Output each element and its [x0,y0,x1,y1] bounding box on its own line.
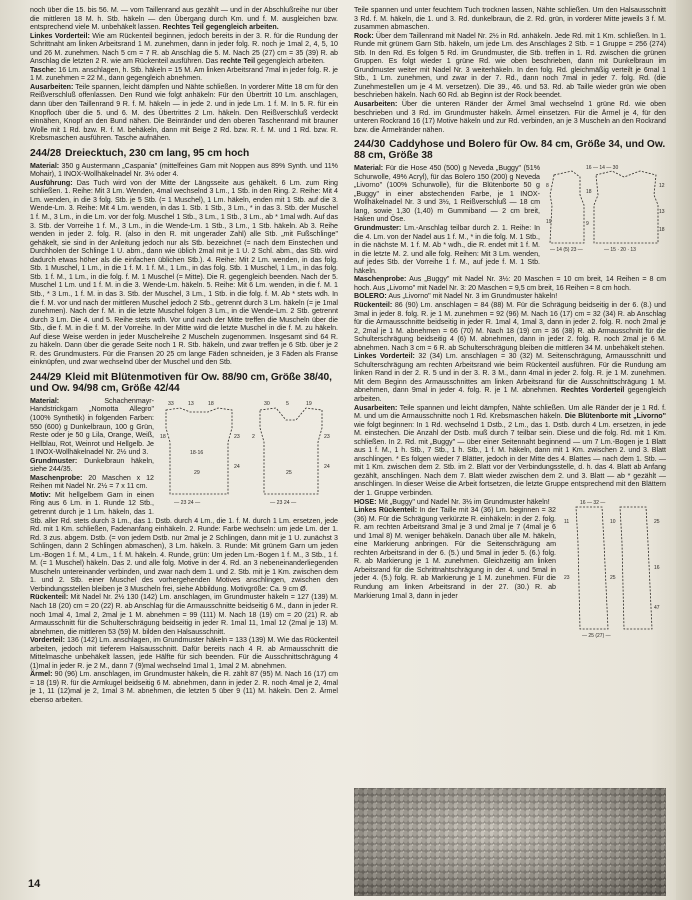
s3-material: Material: Für die Hose 450 (500) g Neveda „Buggy" (51% Schurwolle, 49% Acryl), für das Bolero 150 (200) g Neveda „Livorno" (100% Schurwolle), für die Blütenborte 50 g „Buggy" in einer abstechenden Farbe, je 1 INOX-Wollhäkelnadel Nr. 3 und 3½, 1 Reißverschluß — 18 cm lang, sowie 1,30 (1,40) m Gummiband — 2 cm breit, Haken und Öse. [354,164,541,224]
fig1-bottom-right: — 23 24 — [270,499,297,506]
fig2-bottom: — 14 (5) 23 — [550,247,583,254]
fig2-side: 18 [659,227,665,234]
s1-ausfuehrung: Ausführung: Das Tuch wird von der Mitte der Längsseite aus gehäkelt. 6 Lm. zum Ring schließen. 1. Reihe: Mit 3 Lm. Wenden, 4mal wechselnd 3 Lm., 1 Stb. in den Ring. 2. Reihe: Mit 4 Lm. wenden, in die 3 folg. Stb. je 5 Stb. (= 1 Muschel), 1 Lm. häkeln, enden mit 1 Stb. auf die 3. Wende-Lm. 3. Reihe: Mit 4 Lm. wenden, in das 1. Stb. 1 Stb., 3 Lm., * in das 3. Stb. der Muschel 1 f. M., 3 Lm., in die Lm. vor der folg. Muschel 1 Stb., 3 Lm., 1 Stb., 3 Lm., ab * 1mal wdh. Auf das 3. Stb. der Vorreihe 1 f. M., 3 Lm., in die Wende-Lm. 1 Stb., 3 Lm., 1 Stb. häkeln. Ab 3. Reihe wenden in jeder 2. folg. R. (also in den R. mit ungerader Zahl) alle Stb. „mit Fußschlinge" gehäkelt, sie sind in der Anleitung jedoch nur als Stb. bezeichnet (= nach dem Einstechen und Durchholen der Schlinge 1 U. abm., dann wie üblich 2mal mit je 1 U. 2 Schl. abm., das Stb. wird dadurch etwas höher als die einfachen üblichen Stb.). 4. Reihe: Mit 2 Lm. wenden, in das folg. Stb. 1 Muschel, 1 Lm., in die 1 f. M. 1 f. M., 1 Lm., in das folg. Stb. 1 Muschel, 1 Lm., in das folg. Stb. 1 f. M., 1 Lm., in die folg. f. M. 1 Muschel (= Mitte). Die R. gegengleich beenden. Nach der 5. Muschel 1 Lm. und 1 f. M. in die 3. Wende-Lm. häkeln. 5. Reihe: Mit 6 Lm. wenden, in die f. M. 1 Stb., * 3 Lm., 1 f. M. in das 3. Stb. der Muschel, 3 Lm., 1 Stb. in die folg. f. M. Ab * stets wdh. In die f. M. vor und nach der mittleren Muschel jedoch 2 Stb., getrennt durch 3 Lm. häkeln (= je 1mal zunehmen). Nach der f. M. in die letzte Muschel folgen 3 Lm., in die Wende-Lm. 2 Stb. getrennt durch 3 Lm. Die 4. und 5. Reihe stets wdh. Vor und nach der Mitte treffen die Muscheln über die Stb., die f. M. in die f. M. der Vorreihe. In der Mitte wird die letzte Muschel in die f. M. zu häkeln. Auf diese Weise werden in jeder Muschelreihe 2 Muscheln zugenommen. Insgesamt sind 64 R. zu häkeln. Dann über die gerade Seite noch 1 R. Stb. häkeln, und zwar treffen je 6 Stb. über je 2 R. des Grundmusters. Für die Fransen 20 25 cm lange Fäden schneiden, je 3 Fäden als Franse einknüpfen, und zwar wechselnd über der Muschel und den Stb. [30,178,338,367]
s2-grundmuster: Grundmuster: Dunkelbraun häkeln, siehe 244/35. [30,456,154,474]
fig1-label: 18·16 [190,449,204,456]
fig3-bottom: — 25 (27) — [582,632,611,639]
fig3-side: 25 [654,518,660,525]
fig1-measure: 18 [160,433,166,440]
fig1-measure: 23 [234,433,240,440]
section-heading-244-30: 244/30 Caddyhose und Bolero für Ow. 84 cm, Größe 34, und Ow. 88 cm, Größe 38 [354,139,666,162]
trousers-schematic [562,499,666,642]
s3-linkes-rueckenteil: Linkes Rückenteil: In der Taille mit 34 (36) Lm. beginnen = 32 (36) M. Für die Schrägung verkürzte R. einhäkeln: in der 2. folg. R. am rechten Arbeitsrand 3mal je 3 und 2mal je 7 (4mal je 6 und 1mal 8) M. weniger behäkeln. Danach über alle M. häkeln, eine Markierung anbringen. Für die Seitenschrägung am rechten Arbeitsrand in der 6. (5.) und 5mal in jeder 5. (6.) folg. R. ab Markierung je 1 M. zunehmen. Gleichzeitig am linken Arbeitsrand für die Schrittnahtschrägung in der 4. und 5mal in jeder 4. (5.) folg. R. ab Markierung je 1 M. zunehmen. Für die Rundung am linken Arbeitsrand in der 27. (30.) R. ab Markierung 1mal 3, dann in jeder [354,506,556,600]
intro-linkes-vorderteil: Linkes Vorderteil: Wie am Rückenteil beginnen, jedoch bereits in der 3. R. für die Rundung der Schrittnaht am linken Arbeitsrand 1 M. zunehmen, dann in jeder folg. R. noch je 1mal 2, 4, 5, 10 und 26 M. zunehmen. Nach 5 cm = 7 R. ab Anschlag die 5. M. Nach 25 (27) cm = 35 (39) R. ab Anschlag die letzten 2 R. wie am Rückenteil ausführen. Das rechte Teil gegengleich arbeiten. [30,31,338,66]
fig1-measure: 18 [208,400,214,407]
s1-material: Material: 350 g Austermann „Caspania" (mittelfeines Garn mit Noppen aus 89% Synth. und 11% Mohair), 1 INOX-Wollhäkelnadel Nr. 3½ oder 4. [30,161,338,179]
fig1-measure: 30 [264,400,270,407]
section-heading-244-28: 244/28 Dreiecktuch, 230 cm lang, 95 cm hoch [30,147,250,159]
fig2-side: 18 [586,189,592,196]
s2-motiv: Motiv: Mit hellgelbem Garn in einen Ring aus 6 Lm. in 1. Runde 12 Stb., getrennt durch je 1 Lm. häkeln, das 1. Stb. aller Rd. stets durch 3 Lm., das 1. Dstb. durch 4 Lm., die 1. f. M. durch 1 Lm. ersetzen, jede Rd. mit 1 Km. schließen, Fadenanfang einhäkeln. 2. Runde: Farbe wechseln: um jede Lm. der 1. Rd. 3 zus. abgem. Dstb. (= von jedem Dstb. nur 2mal je 2 Schlingen, dann mit je 1 U. zunächst 3 Schlingen, dann 2 Schlingen abmaschen), 3 Lm. häkeln. 3. Runde: Mit grünem Garn um jeden Lm.-Bogen 1 f. M., 4 Lm., 1 f. M. häkeln. 4. Runde, grün: Um jeden Lm.-Bogen 1 f. M., 3 Stb., 1 f. M. (= 1 Muschel) häkeln. Das 2. und alle folg. Motive in der 4. Rd. an 3 nebeneinanderliegenden Muscheln untereinander verbinden, und zwar nach dem 1. und 2. Stb. mit je 1 Km. zwischen dem 1. und 2. Stb. einer Muschel des vorhergehenden Motives anschlingen, zwischen den Verbindungsstellen bleiben je 3 Muscheln frei, siehe Abbildung. Motivgröße: Ca. 9 cm Ø. [30,490,338,593]
fig2-side: 19 [546,219,552,226]
fig1-measure: 24 [324,463,330,470]
fig3-side: 47 [654,604,660,611]
fig1-bottom-left: — 23 24 — [174,499,201,506]
right-top-text: Teile spannen und unter feuchtem Tuch trocknen lassen, Nähte schließen. Um den Halsausschnitt 3 Rd. f. M. häkeln, die 1. und 3. Rd. dunkelbraun, die 2. Rd. grün, in vorderer Mitte jeweils 3 f. M. zusammen abmaschen. [354,6,666,32]
s3-grundmuster: Grundmuster: Lm.-Anschlag teilbar durch 2. 1. Reihe: In die 4. Lm. von der Nadel aus 1 f. M., * in die folg. M. 1 Stb., in die nächste M. 1 f. M. Ab * wdh., die R. endet mit 1 f. M. in die letzte M. 2. und alle folg. Reihen: Mit 3 Lm. wenden, auf jedes Stb. der Vorreihe 1 f. M., auf jede f. M. 1 Stb. häkeln. [354,224,540,275]
rock-paragraph: Rock: Über dem Taillenrand mit Nadel Nr. 2½ in Rd. anhäkeln. Jede Rd. mit 1 Km. schließen. In 1. Runde mit grünem Garn Stb. häkeln, um jede Lm. des Anschlages 2 Stb. = 1 Gruppe = 256 (274) Stb. In den Rd. Es folgen 5 Rd. im Grundmuster, die Stb. treffen in 1. Rd. zwischen die grünen Gruppen. Es folgt wieder 1 grüne Rd. wie oben beschrieben, dann mit Dunkelbraun im Grundmuster weiter mit Nadel Nr. 3 weiterhäkeln. In den folg. Rd. gleichmäßig verteilt je 6mal 1 Stb., 1 Lm. zunehmen, und zwar in der 7. Rd., dann noch 7mal in jeder 7. folg. Rd. (die Zunehmestellen um je 4 M. versetzen). Die 39., 46. und 53. Rd. ab Taille wieder grün wie oben beschrieben häkeln. Nach 60 Rd. ab Beginn ist der Rock beendet. [354,31,666,100]
fig3-side: 25 [610,574,616,581]
fig2-bottom2: — 15 · 20 · 13 [604,247,636,254]
fig3-side: 11 [564,518,570,525]
fig1-label: 29 [194,469,200,476]
fig1-measure: 5 [286,400,289,407]
fig1-measure: 23 [324,433,330,440]
fig3-top: 16 — 32 — [580,499,606,506]
fig3-side: 23 [564,574,570,581]
fig3-side: 16 [654,564,660,571]
s2-vorderteil: Vorderteil: 136 (142) Lm. anschlagen, im Grundmuster häkeln = 133 (139) M. Wie das Rückenteil arbeiten, jedoch mit tieferem Halsausschnitt. Dafür bereits nach 4 R. ab Armausschnitt die Mittelmasche unbehäkelt lassen, jede Hälfte für sich beenden. Für die Ausschnittschrägung 4 (1)mal in jeder R. je 2 M., dann 7 (9)mal wechselnd 1mal 1, 1mal 2 M. abnehmen. [30,636,339,670]
s3-rueckenteil: Rückenteil: 86 (90) Lm. anschlagen = 84 (88) M. Für die Schrägung beidseitig in der 6. (8.) und 3mal in jeder 8. folg. R. je 1 M. zunehmen = 92 (96) M. Nach 16 (17) cm = 32 (34) R. ab Anschlag für die Armausschnitte beidseitig in jeder R. 1mal 4, 1mal 3, dann in jeder 2. folg. R. noch 2mal je 2, 2mal je 1 M. abnehmen = 66 (70) M. Nach 18 (19) cm = 36 (38) R. ab Armausschnitt für die Schulterschrägung beidseitig 4 (6) M. abnehmen, dann in jeder 2. folg. R. noch 2mal je 6 M. abnehmen. Nach 3 cm = 6 R. ab Schulterschrägung bleiben die mittleren 34 M. unbehäkelt stehen. [354,300,666,352]
dress-schematic [160,398,338,513]
fig2-side: 13 [659,209,665,216]
section-heading-244-29: 244/29 Kleid mit Blütenmotiven für Ow. 88/90 cm, Größe 38/40, und Ow. 94/98 cm, Größe 42/44 [30,371,333,394]
fig1-measure: 33 [168,400,174,407]
intro-ausarbeiten: Ausarbeiten: Teile spannen, leicht dämpfen und Nähte schließen. In vorderer Mitte 18 cm für den Reißverschluß offenlassen. Den Rund wie folgt anhäkeln: Für den Übertritt 10 Lm. anschlagen, dann über den Taillenrand 9 R. f. M. häkeln — in jede 2. und in jede Lm. 1 f. M. In 5. R. für ein Knopfloch über die 5. und 6. M. des Übertrittes 2 Lm. häkeln. Den Reißverschluß verdeckt einnähen, Knopf an den Bund nähen. Die Beinränder und den oberen Taschenrand mit brauner Wolle mit 1 Rd. bzw. R. f. M. behäkeln, dann mit Beige 2 Rd. bzw. R. f. M. und 1 Rd. bzw. R. Krebsmaschen ausführen. Tasche aufnähen. [30,82,339,143]
fig1-label: 25 [286,469,292,476]
s2-aermel: Ärmel: 90 (96) Lm. anschlagen, im Grundmuster häkeln, die R. zählt 87 (95) M. Nach 16 (17) cm = 18 (19) R. für die Armkugel beidseitig 6 M. abnehmen, dann in jeder 2. R. noch 4mal je 2, 4mal je 1, 11 (12)mal je 2, 1mal 3 M. abnehmen, die letzten 5 über 9 (11) M. häkeln. Den 2. Ärmel ebenso arbeiten. [30,670,338,705]
fig2-side: 9 [586,221,589,228]
s2-rueckenteil: Rückenteil: Mit Nadel Nr. 2½ 130 (142) Lm. anschlagen, im Grundmuster häkeln = 127 (139) M. Nach 18 (20) cm = 20 (22) R. ab Anschlag für die Armausschnitte beidseitig 6 M., dann in jeder R. noch 1mal 4, 1mal 2, 2mal je 1 M. abnehmen = 99 (111) M. Nach 18 (19) cm = 20 (21) R. ab Armausschnitt für die Schulterschrägung beidseitig in jeder R. 1mal 11, 1mal 12 (2mal je 13) M. abnehmen, die mittleren 53 (59) M. bilden den Halsausschnitt. [30,593,338,636]
page-number: 14 [28,878,41,890]
ausarbeiten-paragraph: Ausarbeiten: Über die unteren Ränder der Ärmel 3mal wechselnd 1 grüne Rd. wie oben beschrieben und 3 Rd. im Grundmuster häkeln. Ärmel einsetzen. Für die Ärmel je 4, für den unteren Rockrand 16 (17) Motive häkeln und zur Rd. verbinden, an je 3 Muscheln an den Rockrand bzw. die Ärmelränder nähen. [354,100,666,134]
s3-maschenprobe: Maschenprobe: Aus „Buggy" mit Nadel Nr. 3½: 20 Maschen = 10 cm breit, 14 Reihen = 8 cm hoch. Aus „Livorno" mit Nadel Nr. 3: 20 Maschen = 9,5 cm breit, 16 Reihen = 8 cm hoch. [354,275,666,292]
right-column [354,6,666,643]
fig2-side: 12 [659,183,665,190]
knitted-fabric-photo [354,788,666,896]
intro-tasche: Tasche: 16 Lm. anschlagen, h. Stb. häkeln = 15 M. Am linken Arbeitsrand 7mal in jeder folg. R. je 1 M. zunehmen = 22 M., dann gegengleich abnehmen. [30,65,338,83]
s3-bolero: BOLERO: Aus „Livorno" mit Nadel Nr. 3 im Grundmuster häkeln! [354,292,558,301]
fig1-measure: 19 [306,400,312,407]
s3-ausarbeiten: Ausarbeiten: Teile spannen und leicht dämpfen, Nähte schließen. Um alle Ränder der je 1 Rd. f. M. und um die Armausschnitte noch 1 Rd. Krebsmaschen häkeln. Die Blütenborte mit „Livorno" wie folgt beginnen: In 1 Rd. wechselnd 1 Dstb., 2 Lm., das 1. Dstb. durch 4 Lm. ersetzen, in jede M. einstechen. Die Anzahl der Dstb. muß durch 7 teilbar sein. Diese und die folg. Rd. mit 1 Km. schließen. In 2. Rd. mit „Buggy" — über einer Seitennaht beginnend — um 7 Lm.-Bogen je 1 Blatt aus 1 f. M., 1 h. Stb., 7 Stb., 1 h. Stb., 1 f. M. häkeln, dann mit 1 Km. zwischen 2. und 3. Blatt anschlingen. * Es folgen wieder 7 Blätter, jedoch in der Mitte des 4. Blattes — nach dem 1. Stb. — mit 1 Km. zwischen dem 2. Stb. im 2. Blatt vor der Verbindungsstelle, d. h. das 4. Blatt ab Anfang gezählt, anschlingen. Nach dem 7. Blatt wieder zwischen dem 2. und 3. Blatt — ab * gezählt — anschlingen. In dieser Weise die Arbeit fortsetzen, die letzte Gruppe entsprechend mit den Blättern der 1. Gruppe verbinden. [354,403,667,497]
s2-material: Material: Schachenmayr-Handstrickgarn „Nomotta Allegro" (100% Synthetik) in folgenden Farben: 550 (600) g Dunkelbraun, 100 g Grün, Reste oder je 50 g Lila, Orange, Weiß, Hellblau, Rot, Weinrot und Hellgelb. Je 1 INOX-Wollhäkelnadel Nr. 2½ und 3. [30,396,154,457]
intro-paragraph: noch über die 15. bis 56. M. — vom Taillenrand aus gezählt — und in der Abschlußreihe nur über die mittleren 18 M. h. Stb. häkeln — den Übergang durch Km. und f. M. ausgleichen bzw. entsprechend viele M. unbehäkelt lassen. Rechtes Teil gegengleich arbeiten. [30,6,338,32]
s2-maschenprobe: Maschenprobe: 20 Maschen x 12 Reihen mit Nadel Nr. 2½ = 7 x 11 cm. [30,473,154,491]
fig3-side: 10 [610,518,616,525]
s3-linkes-vorderteil: Linkes Vorderteil: 32 (34) Lm. anschlagen = 30 (32) M. Seitenschrägung, Armausschnitt und Schulterschrägung am rechten Arbeitsrand wie beim Rückenteil ausführen. Für die Rundung am linken Rand in der 2. R. 5 und in der 3. R. 3 M., dann 4mal in jeder 2. folg. R. je 1 M. zunehmen. Mit dem Beginn des Armausschnittes am linken Arbeitsrand für die Ausschnittschrägung 1 M. abnehmen, dann 9mal in jeder 4. folg. R. je 1 M. abnehmen. Rechtes Vorderteil gegengleich arbeiten. [354,352,666,403]
fig2-side: 8 [546,183,549,190]
fig1-measure: 13 [188,400,194,407]
binding-gutter [676,0,692,900]
fig1-measure: 2 [252,433,255,440]
s3-hose: HOSE: Mit „Buggy" und Nadel Nr. 3½ im Grundmuster häkeln! [354,497,550,506]
fig2-top: 16 — 14 — 30 [586,165,619,172]
left-column [30,6,338,705]
fig1-measure: 24 [234,463,240,470]
bolero-schematic [546,165,666,260]
